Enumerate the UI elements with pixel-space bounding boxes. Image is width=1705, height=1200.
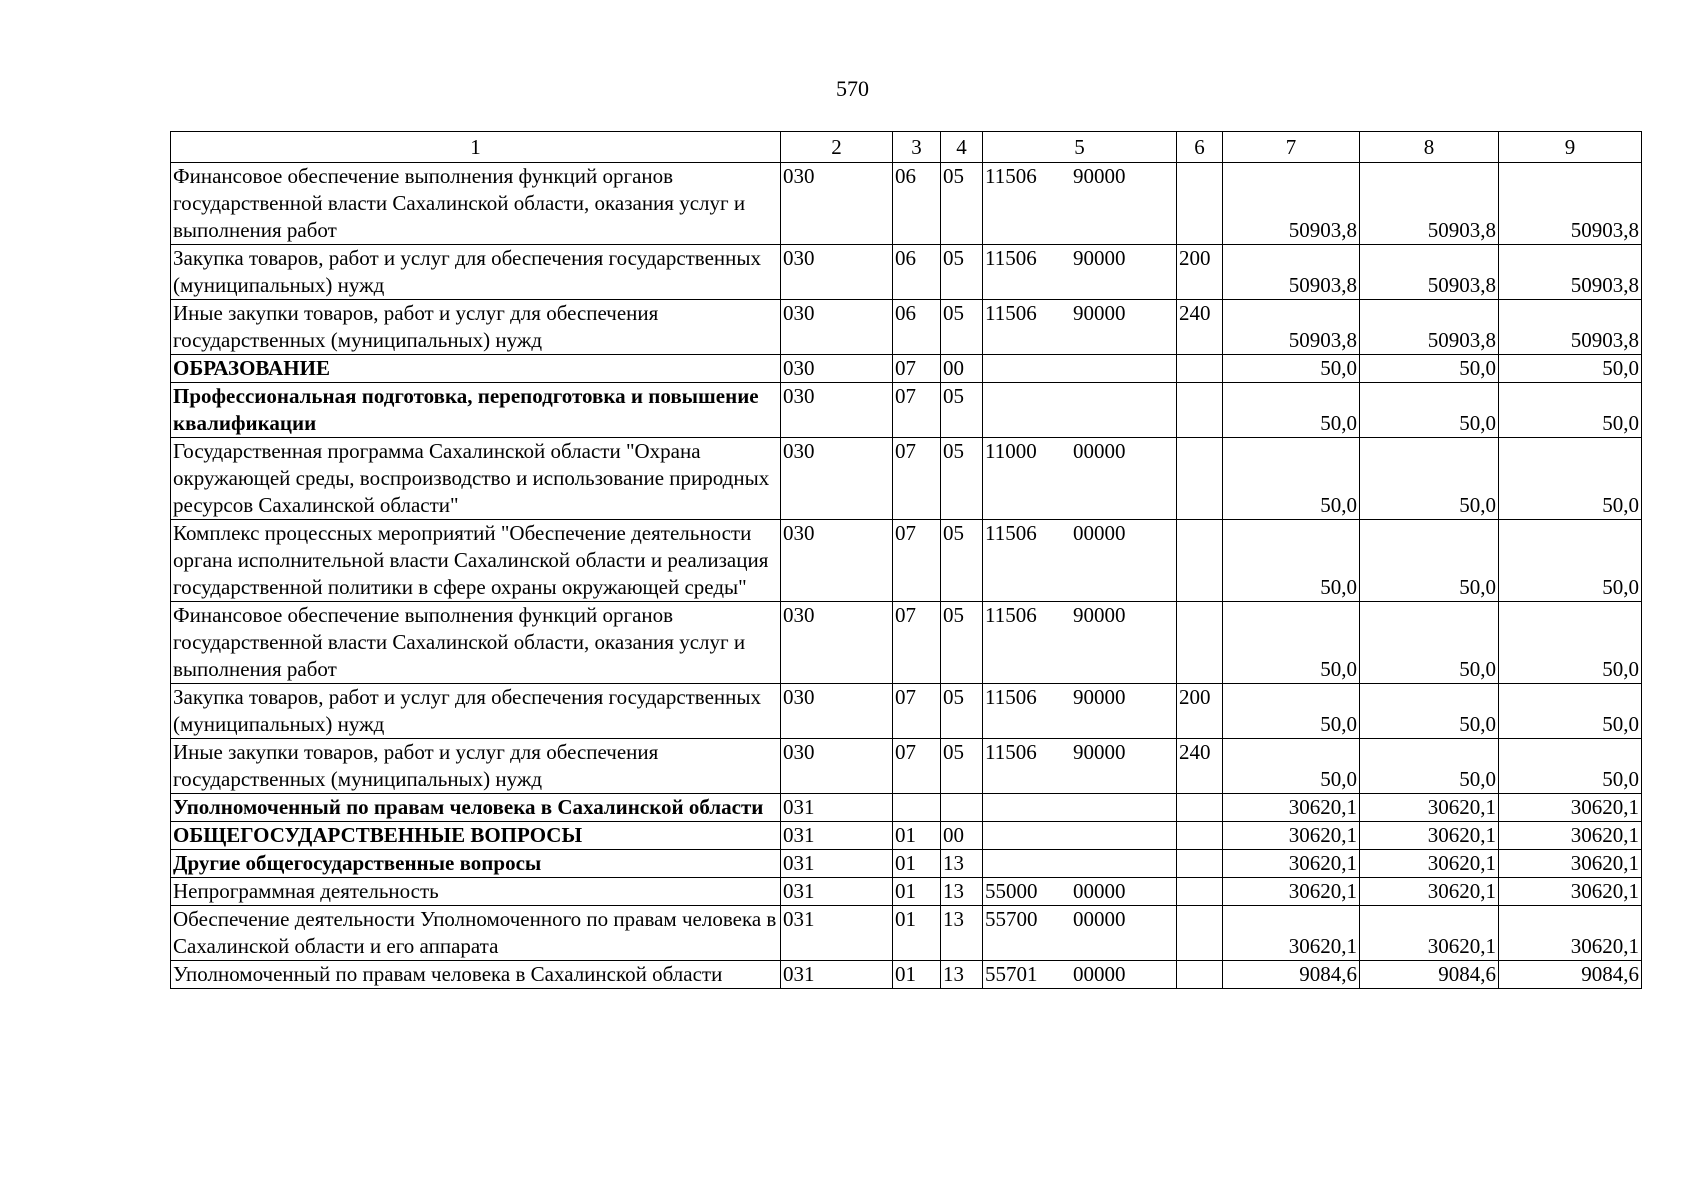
row-amount-8-cell: 9084,6 — [1360, 961, 1499, 989]
row-expense-type-cell — [1177, 520, 1223, 602]
row-target-article-cell — [983, 684, 1177, 739]
target-article-direction-code: 00000 — [1073, 907, 1126, 931]
row-amount-8-cell: 50,0 — [1360, 684, 1499, 739]
row-subsection-cell: 00 — [941, 822, 983, 850]
row-expense-type-cell — [1177, 794, 1223, 822]
table-row — [171, 961, 1642, 989]
row-amount-7-cell: 50903,8 — [1223, 245, 1360, 300]
row-name-cell: Закупка товаров, работ и услуг для обеспечения государственных (муниципальных) нужд — [171, 245, 781, 300]
row-amount-9-cell: 50,0 — [1499, 739, 1642, 794]
row-section-cell: 01 — [893, 906, 941, 961]
header-cell: 6 — [1177, 132, 1223, 163]
row-subsection-cell: 05 — [941, 520, 983, 602]
row-subsection-cell: 05 — [941, 163, 983, 245]
row-amount-8-cell: 30620,1 — [1360, 878, 1499, 906]
row-expense-type-cell — [1177, 602, 1223, 684]
target-article-direction-code: 00000 — [1073, 439, 1126, 463]
target-article-direction-code: 00000 — [1073, 962, 1126, 986]
row-name-cell: Иные закупки товаров, работ и услуг для обеспечения государственных (муниципальных) нужд — [171, 739, 781, 794]
row-amount-7-cell: 30620,1 — [1223, 822, 1360, 850]
row-amount-9-cell: 50,0 — [1499, 438, 1642, 520]
row-admin-code-cell: 030 — [781, 520, 893, 602]
row-name-cell: Государственная программа Сахалинской области "Охрана окружающей среды, воспроизводство и использование природных ресурсов Сахалинской области" — [171, 438, 781, 520]
row-target-article-cell — [983, 906, 1177, 961]
row-section-cell: 07 — [893, 520, 941, 602]
row-expense-type-cell — [1177, 355, 1223, 383]
target-article-direction-code: 90000 — [1073, 246, 1126, 270]
page-number: 570 — [836, 76, 869, 101]
row-subsection-cell: 05 — [941, 684, 983, 739]
row-amount-7-cell: 50,0 — [1223, 355, 1360, 383]
row-amount-8-cell: 50903,8 — [1360, 300, 1499, 355]
table-row — [171, 438, 1642, 520]
row-target-article-cell — [983, 355, 1177, 383]
row-target-article-cell — [983, 300, 1177, 355]
row-section-cell: 01 — [893, 822, 941, 850]
row-name-cell: Финансовое обеспечение выполнения функций органов государственной власти Сахалинской области, оказания услуг и выполнения работ — [171, 602, 781, 684]
table-row — [171, 878, 1642, 906]
row-amount-7-cell: 50,0 — [1223, 739, 1360, 794]
row-admin-code-cell: 030 — [781, 300, 893, 355]
row-admin-code-cell: 031 — [781, 906, 893, 961]
row-amount-9-cell: 9084,6 — [1499, 961, 1642, 989]
row-admin-code-cell: 030 — [781, 739, 893, 794]
table-row — [171, 355, 1642, 383]
row-subsection-cell: 13 — [941, 906, 983, 961]
row-amount-7-cell: 50,0 — [1223, 684, 1360, 739]
table-row — [171, 383, 1642, 438]
row-amount-9-cell: 50,0 — [1499, 602, 1642, 684]
row-subsection-cell: 05 — [941, 300, 983, 355]
budget-table — [170, 131, 1642, 989]
table-row — [171, 300, 1642, 355]
row-target-article-cell — [983, 822, 1177, 850]
row-admin-code-cell: 030 — [781, 163, 893, 245]
row-amount-7-cell: 50,0 — [1223, 383, 1360, 438]
row-target-article-cell — [983, 438, 1177, 520]
row-expense-type-cell — [1177, 822, 1223, 850]
table-row — [171, 739, 1642, 794]
row-amount-7-cell: 50903,8 — [1223, 163, 1360, 245]
row-admin-code-cell: 030 — [781, 355, 893, 383]
row-amount-8-cell: 50,0 — [1360, 739, 1499, 794]
target-article-program-code: 55000 — [985, 879, 1038, 903]
row-amount-8-cell: 50,0 — [1360, 602, 1499, 684]
row-amount-9-cell: 50,0 — [1499, 520, 1642, 602]
row-amount-7-cell: 30620,1 — [1223, 906, 1360, 961]
row-amount-8-cell: 50903,8 — [1360, 245, 1499, 300]
row-amount-8-cell: 50,0 — [1360, 383, 1499, 438]
row-section-cell — [893, 794, 941, 822]
row-amount-7-cell: 30620,1 — [1223, 794, 1360, 822]
target-article-direction-code: 00000 — [1073, 521, 1126, 545]
row-target-article-cell — [983, 850, 1177, 878]
row-section-cell: 06 — [893, 163, 941, 245]
row-section-cell: 07 — [893, 602, 941, 684]
header-cell: 1 — [171, 132, 781, 163]
row-section-cell: 07 — [893, 684, 941, 739]
header-cell: 5 — [983, 132, 1177, 163]
row-amount-7-cell: 30620,1 — [1223, 850, 1360, 878]
target-article-program-code: 11506 — [985, 164, 1037, 188]
row-amount-9-cell: 30620,1 — [1499, 794, 1642, 822]
row-name-cell: Другие общегосударственные вопросы — [171, 850, 781, 878]
row-amount-7-cell: 30620,1 — [1223, 878, 1360, 906]
row-amount-9-cell: 30620,1 — [1499, 906, 1642, 961]
row-expense-type-cell — [1177, 850, 1223, 878]
row-name-cell: Финансовое обеспечение выполнения функций органов государственной власти Сахалинской области, оказания услуг и выполнения работ — [171, 163, 781, 245]
row-target-article-cell — [983, 739, 1177, 794]
row-subsection-cell: 05 — [941, 602, 983, 684]
target-article-direction-code: 90000 — [1073, 301, 1126, 325]
row-expense-type-cell — [1177, 961, 1223, 989]
row-subsection-cell: 05 — [941, 739, 983, 794]
row-admin-code-cell: 030 — [781, 438, 893, 520]
row-amount-7-cell: 9084,6 — [1223, 961, 1360, 989]
row-name-cell: Профессиональная подготовка, переподготовка и повышение квалификации — [171, 383, 781, 438]
row-target-article-cell — [983, 245, 1177, 300]
row-admin-code-cell: 031 — [781, 822, 893, 850]
row-admin-code-cell: 030 — [781, 383, 893, 438]
table-header-row — [171, 132, 1642, 163]
row-section-cell: 06 — [893, 245, 941, 300]
row-name-cell: Иные закупки товаров, работ и услуг для обеспечения государственных (муниципальных) нужд — [171, 300, 781, 355]
target-article-program-code: 11506 — [985, 685, 1037, 709]
row-target-article-cell — [983, 602, 1177, 684]
row-section-cell: 07 — [893, 383, 941, 438]
row-name-cell: Уполномоченный по правам человека в Сахалинской области — [171, 961, 781, 989]
row-subsection-cell: 05 — [941, 383, 983, 438]
row-amount-7-cell: 50,0 — [1223, 602, 1360, 684]
row-admin-code-cell: 030 — [781, 245, 893, 300]
row-name-cell: Непрограммная деятельность — [171, 878, 781, 906]
row-name-cell: Комплекс процессных мероприятий "Обеспечение деятельности органа исполнительной власти Сахалинской области и реализация государственной политики в сфере охраны окружающей среды" — [171, 520, 781, 602]
table-row — [171, 163, 1642, 245]
target-article-program-code: 11506 — [985, 246, 1037, 270]
target-article-direction-code: 90000 — [1073, 603, 1126, 627]
row-section-cell: 06 — [893, 300, 941, 355]
row-admin-code-cell: 031 — [781, 794, 893, 822]
target-article-program-code: 11506 — [985, 740, 1037, 764]
table-row — [171, 850, 1642, 878]
row-amount-8-cell: 50903,8 — [1360, 163, 1499, 245]
target-article-direction-code: 90000 — [1073, 164, 1126, 188]
row-expense-type-cell — [1177, 383, 1223, 438]
row-target-article-cell — [983, 163, 1177, 245]
row-amount-9-cell: 50,0 — [1499, 383, 1642, 438]
table-row — [171, 822, 1642, 850]
row-expense-type-cell — [1177, 163, 1223, 245]
target-article-program-code: 11506 — [985, 603, 1037, 627]
table-row — [171, 245, 1642, 300]
row-name-cell: ОБЩЕГОСУДАРСТВЕННЫЕ ВОПРОСЫ — [171, 822, 781, 850]
header-cell: 9 — [1499, 132, 1642, 163]
target-article-direction-code: 90000 — [1073, 740, 1126, 764]
row-amount-8-cell: 30620,1 — [1360, 906, 1499, 961]
row-expense-type-cell: 200 — [1177, 245, 1223, 300]
table-row — [171, 520, 1642, 602]
row-subsection-cell — [941, 794, 983, 822]
row-subsection-cell: 13 — [941, 961, 983, 989]
row-subsection-cell: 05 — [941, 438, 983, 520]
row-amount-7-cell: 50,0 — [1223, 520, 1360, 602]
row-amount-8-cell: 50,0 — [1360, 520, 1499, 602]
target-article-program-code: 11506 — [985, 301, 1037, 325]
row-section-cell: 01 — [893, 961, 941, 989]
row-amount-9-cell: 30620,1 — [1499, 822, 1642, 850]
row-admin-code-cell: 031 — [781, 878, 893, 906]
row-amount-8-cell: 50,0 — [1360, 438, 1499, 520]
row-expense-type-cell — [1177, 878, 1223, 906]
table-row — [171, 684, 1642, 739]
row-target-article-cell — [983, 794, 1177, 822]
row-name-cell: ОБРАЗОВАНИЕ — [171, 355, 781, 383]
target-article-program-code: 55701 — [985, 962, 1038, 986]
row-amount-8-cell: 30620,1 — [1360, 794, 1499, 822]
row-subsection-cell: 13 — [941, 850, 983, 878]
header-cell: 4 — [941, 132, 983, 163]
row-amount-9-cell: 50,0 — [1499, 355, 1642, 383]
row-target-article-cell — [983, 520, 1177, 602]
row-subsection-cell: 13 — [941, 878, 983, 906]
row-amount-8-cell: 30620,1 — [1360, 822, 1499, 850]
target-article-program-code: 11506 — [985, 521, 1037, 545]
row-expense-type-cell: 200 — [1177, 684, 1223, 739]
header-cell: 2 — [781, 132, 893, 163]
header-cell: 3 — [893, 132, 941, 163]
row-expense-type-cell — [1177, 438, 1223, 520]
row-admin-code-cell: 030 — [781, 602, 893, 684]
row-target-article-cell — [983, 961, 1177, 989]
row-target-article-cell — [983, 878, 1177, 906]
row-section-cell: 01 — [893, 850, 941, 878]
header-cell: 8 — [1360, 132, 1499, 163]
row-amount-7-cell: 50903,8 — [1223, 300, 1360, 355]
row-expense-type-cell — [1177, 906, 1223, 961]
row-amount-9-cell: 50903,8 — [1499, 163, 1642, 245]
row-section-cell: 01 — [893, 878, 941, 906]
row-amount-9-cell: 30620,1 — [1499, 878, 1642, 906]
target-article-direction-code: 00000 — [1073, 879, 1126, 903]
row-subsection-cell: 05 — [941, 245, 983, 300]
row-name-cell: Уполномоченный по правам человека в Сахалинской области — [171, 794, 781, 822]
row-name-cell: Закупка товаров, работ и услуг для обеспечения государственных (муниципальных) нужд — [171, 684, 781, 739]
row-amount-9-cell: 30620,1 — [1499, 850, 1642, 878]
table-row — [171, 906, 1642, 961]
row-admin-code-cell: 031 — [781, 961, 893, 989]
row-amount-7-cell: 50,0 — [1223, 438, 1360, 520]
row-admin-code-cell: 031 — [781, 850, 893, 878]
row-amount-9-cell: 50,0 — [1499, 684, 1642, 739]
row-section-cell: 07 — [893, 355, 941, 383]
table-row — [171, 794, 1642, 822]
target-article-program-code: 11000 — [985, 439, 1037, 463]
row-subsection-cell: 00 — [941, 355, 983, 383]
target-article-program-code: 55700 — [985, 907, 1038, 931]
target-article-direction-code: 90000 — [1073, 685, 1126, 709]
row-target-article-cell — [983, 383, 1177, 438]
row-name-cell: Обеспечение деятельности Уполномоченного по правам человека в Сахалинской области и его аппарата — [171, 906, 781, 961]
row-section-cell: 07 — [893, 438, 941, 520]
table-row — [171, 602, 1642, 684]
row-amount-9-cell: 50903,8 — [1499, 300, 1642, 355]
row-admin-code-cell: 030 — [781, 684, 893, 739]
header-cell: 7 — [1223, 132, 1360, 163]
row-amount-8-cell: 30620,1 — [1360, 850, 1499, 878]
row-expense-type-cell: 240 — [1177, 739, 1223, 794]
row-expense-type-cell: 240 — [1177, 300, 1223, 355]
row-amount-9-cell: 50903,8 — [1499, 245, 1642, 300]
row-amount-8-cell: 50,0 — [1360, 355, 1499, 383]
row-section-cell: 07 — [893, 739, 941, 794]
